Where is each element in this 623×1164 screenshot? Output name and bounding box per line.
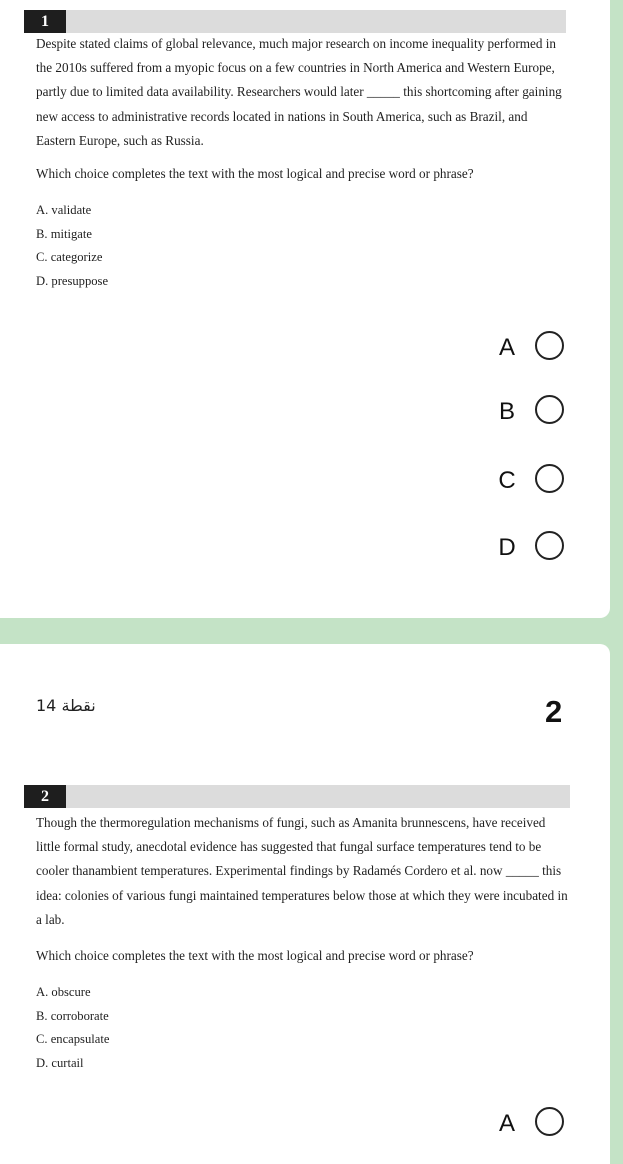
passage-blank: _____ [505, 863, 539, 879]
choice-list [36, 199, 108, 293]
choice-item-b: B. mitigate [36, 226, 92, 241]
radio-button-c[interactable] [535, 464, 564, 493]
answer-letter-a: A [498, 1110, 515, 1137]
choice-list [36, 981, 109, 1075]
choice-item-d: D. curtail [36, 1055, 84, 1070]
question-passage [36, 32, 570, 153]
passage-text-after: this shortcoming after gaining new access to administrative records located in nations in South America, such as Brazil, and Eastern Europe, such as Russia. [36, 84, 562, 148]
question-number-badge: 1 [24, 10, 66, 33]
passage-blank: _____ [366, 84, 400, 100]
question-number-badge: 2 [24, 785, 66, 808]
radio-button-d[interactable] [535, 531, 564, 560]
question-prompt: Which choice completes the text with the most logical and precise word or phrase? [36, 166, 474, 181]
question-prompt: Which choice completes the text with the most logical and precise word or phrase? [36, 948, 474, 963]
answer-letter-a: A [498, 334, 515, 361]
question-header-bar [24, 10, 566, 33]
question-card-2 [0, 644, 610, 1164]
question-header-bar [24, 785, 570, 808]
answer-letter-b: B [498, 398, 515, 425]
choice-item-b: B. corroborate [36, 1008, 109, 1023]
answer-letter-c: C [498, 467, 516, 494]
choice-item-c: C. encapsulate [36, 1032, 110, 1046]
choice-item-a: A. validate [36, 203, 92, 217]
answer-letter-d: D [498, 534, 516, 561]
answer-option-c[interactable] [470, 461, 590, 501]
question-card-number: 2 [545, 694, 563, 729]
answer-option-d[interactable] [470, 528, 590, 568]
radio-button-a[interactable] [535, 331, 564, 360]
radio-button-b[interactable] [535, 395, 564, 424]
choice-item-d: D. presuppose [36, 273, 109, 288]
passage-text-after: this idea: colonies of various fungi maintained temperatures below those at which they were incubated in a lab. [36, 863, 568, 927]
choice-item-a: A. obscure [36, 985, 91, 999]
radio-button-a[interactable] [535, 1107, 564, 1136]
passage-text-before: Despite stated claims of global relevance, much major research on income inequality performed in the 2010s suffered from a myopic focus on a few countries in North America and Western Europe, partly due to limited data availability. Researchers would later [36, 36, 556, 100]
answer-option-a[interactable] [470, 1104, 590, 1144]
question-passage [36, 811, 572, 932]
answer-option-a[interactable] [470, 328, 590, 368]
points-label: نقطة 14 [36, 696, 96, 715]
answer-option-b[interactable] [470, 392, 590, 432]
choice-item-c: C. categorize [36, 250, 103, 264]
passage-text-before: Though the thermoregulation mechanisms of fungi, such as Amanita brunnescens, have received little formal study, anecdotal evidence has suggested that fungal surface temperatures tend to be cooler thanambient temperatures. Experimental findings by Radamés Cordero et al. now [36, 815, 546, 879]
